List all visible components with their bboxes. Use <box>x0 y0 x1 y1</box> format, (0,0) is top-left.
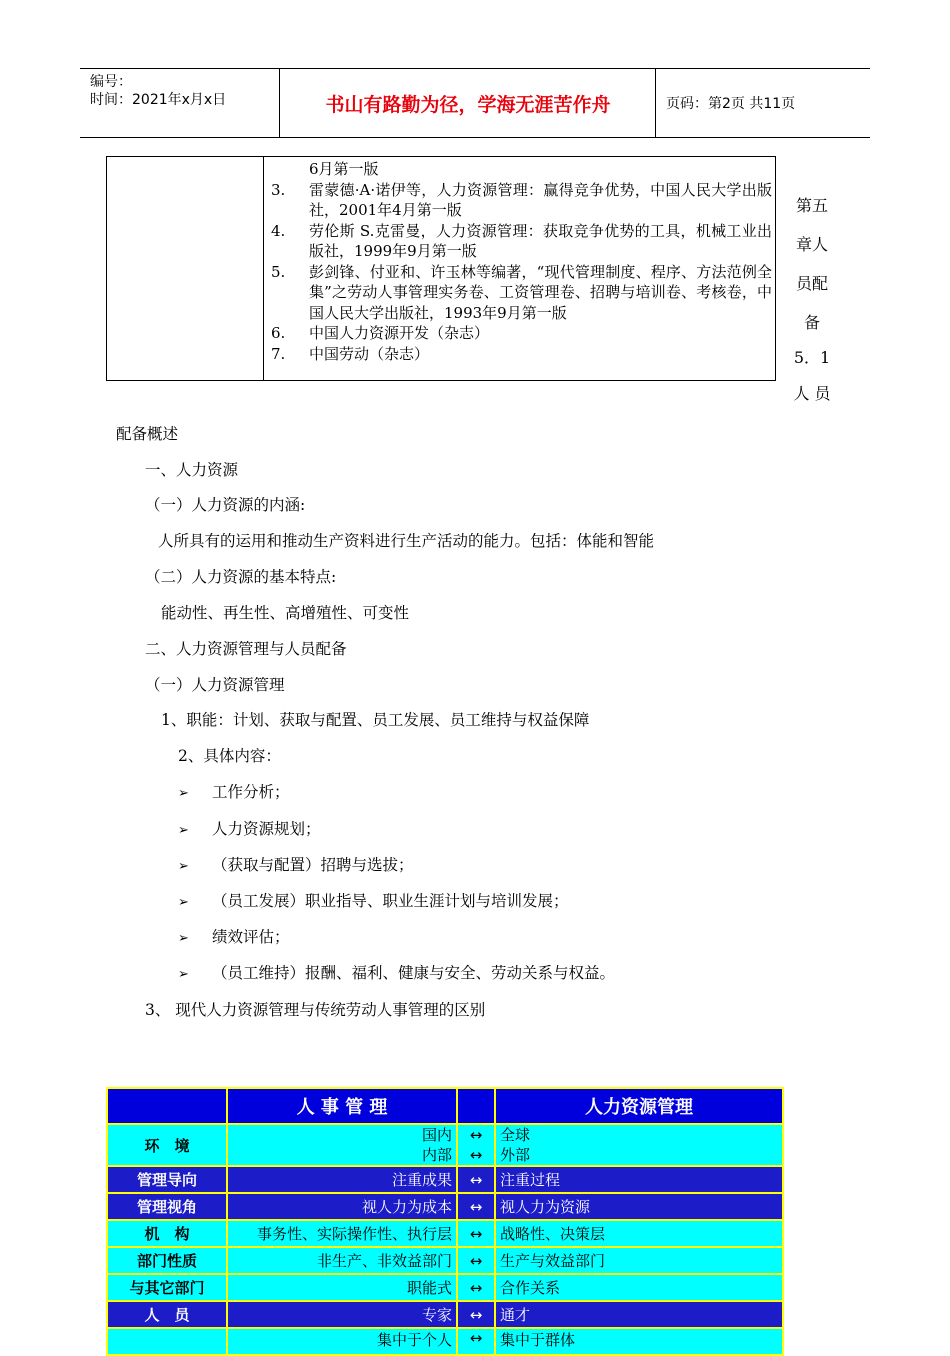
serial-label: 编号： <box>90 74 132 90</box>
row-left: 集中于个人 <box>227 1328 457 1355</box>
row-key: 环 境 <box>107 1124 227 1166</box>
section-heading: 配备概述 <box>116 425 179 443</box>
table-row <box>107 1220 783 1247</box>
row-right: 集中于群体 <box>495 1328 783 1355</box>
time-label: 时间：2021年x月x日 <box>90 92 227 108</box>
table-divider <box>263 157 264 380</box>
list-item: ➢ （员工维持）报酬、福利、健康与安全、劳动关系与权益。 <box>178 964 616 982</box>
table-row <box>107 1193 783 1220</box>
list-item: ➢ 人力资源规划； <box>178 820 321 838</box>
row-left: 视人力为成本 <box>227 1193 457 1220</box>
row-key: 与其它部门 <box>107 1274 227 1301</box>
row-key: 管理视角 <box>107 1193 227 1220</box>
heading-level-1: 一、人力资源 <box>145 461 239 479</box>
table-row <box>107 1301 783 1328</box>
paragraph: 人所具有的运用和推动生产资料进行生产活动的能力。包括：体能和智能 <box>158 532 655 550</box>
reference-item: 5. 彭剑锋、付亚和、许玉林等编著，“现代管理制度、程序、方法范例全集”之劳动人事管理实务卷、工资管理卷、招聘与培训卷、考核卷，中国人民大学出版社，1993年9月第一版 <box>271 262 772 322</box>
header-empty-cell <box>457 1088 495 1124</box>
row-key: 管理导向 <box>107 1166 227 1193</box>
row-right: 通才 <box>495 1301 783 1328</box>
reference-item: 3. 雷蒙德·A·诺伊等，人力资源管理：赢得竞争优势，中国人民大学出版社，2001年4月第一版 <box>271 180 772 219</box>
row-arrow: ↔ <box>457 1328 495 1355</box>
row-arrow: ↔ <box>457 1274 495 1301</box>
heading-level-1: 二、人力资源管理与人员配备 <box>145 640 347 658</box>
comparison-table <box>106 1087 784 1356</box>
row-left: 事务性、实际操作性、执行层 <box>227 1220 457 1247</box>
reference-item: 4. 劳伦斯 S.克雷曼，人力资源管理：获取竞争优势的工具，机械工业出版社，1999年9月第一版 <box>271 221 772 260</box>
row-key <box>107 1328 227 1355</box>
arrowhead-bullet-icon: ➢ <box>178 786 189 801</box>
heading-level-2: （二）人力资源的基本特点: <box>145 568 337 586</box>
row-right: 战略性、决策层 <box>495 1220 783 1247</box>
arrowhead-bullet-icon: ➢ <box>178 895 189 910</box>
arrowhead-bullet-icon: ➢ <box>178 859 189 874</box>
paragraph: 2、具体内容： <box>178 747 281 765</box>
reference-item: 6月第一版 <box>309 160 379 178</box>
reference-list <box>267 159 772 364</box>
header-empty-cell <box>107 1088 227 1124</box>
list-item: ➢ （员工发展）职业指导、职业生涯计划与培训发展； <box>178 892 569 910</box>
row-left: 非生产、非效益部门 <box>227 1247 457 1274</box>
row-right: 视人力为资源 <box>495 1193 783 1220</box>
reference-item: 7. 中国劳动（杂志） <box>271 344 430 363</box>
paragraph: 能动性、再生性、高增殖性、可变性 <box>161 604 410 622</box>
row-arrow: ↔ <box>457 1193 495 1220</box>
table-row <box>107 1274 783 1301</box>
header-hr-management: 人力资源管理 <box>495 1088 783 1124</box>
arrowhead-bullet-icon: ➢ <box>178 967 189 982</box>
row-arrow: ↔ ↔ <box>457 1124 495 1166</box>
arrowhead-bullet-icon: ➢ <box>178 823 189 838</box>
list-item: ➢ （获取与配置）招聘与选拔； <box>178 856 414 874</box>
table-header-row <box>107 1088 783 1124</box>
paragraph: 1、职能：计划、获取与配置、员工发展、员工维持与权益保障 <box>161 711 590 729</box>
reference-item: 6. 中国人力资源开发（杂志） <box>271 324 490 342</box>
chapter-side-text: 第五 章人 员配 备 5．1 人 员 <box>793 196 831 403</box>
arrowhead-bullet-icon: ➢ <box>178 931 189 946</box>
table-row <box>107 1247 783 1274</box>
row-arrow: ↔ <box>457 1220 495 1247</box>
reference-table <box>106 156 776 381</box>
table-row <box>107 1166 783 1193</box>
header-personnel-management: 人 事 管 理 <box>227 1088 457 1124</box>
row-right: 注重过程 <box>495 1166 783 1193</box>
page-info: 页码：第2页 共11页 <box>666 96 796 112</box>
row-key: 部门性质 <box>107 1247 227 1274</box>
table-row <box>107 1124 783 1166</box>
page-header <box>80 68 870 138</box>
list-item: ➢ 工作分析； <box>178 783 290 801</box>
row-right: 全球 外部 <box>495 1124 783 1166</box>
row-right: 生产与效益部门 <box>495 1247 783 1274</box>
header-motto: 书山有路勤为径，学海无涯苦作舟 <box>281 69 656 137</box>
row-arrow: ↔ <box>457 1301 495 1328</box>
table-row <box>107 1328 783 1355</box>
list-item: ➢ 绩效评估； <box>178 928 290 946</box>
row-left: 职能式 <box>227 1274 457 1301</box>
row-left: 专家 <box>227 1301 457 1328</box>
heading-level-3: 3、 现代人力资源管理与传统劳动人事管理的区别 <box>145 1001 486 1019</box>
header-meta-cell <box>80 69 280 137</box>
row-key: 机 构 <box>107 1220 227 1247</box>
row-arrow: ↔ <box>457 1247 495 1274</box>
row-left: 注重成果 <box>227 1166 457 1193</box>
row-arrow: ↔ <box>457 1166 495 1193</box>
row-right: 合作关系 <box>495 1274 783 1301</box>
row-left: 国内 内部 <box>227 1124 457 1166</box>
heading-level-2: （一）人力资源的内涵: <box>145 496 306 514</box>
heading-level-2: （一）人力资源管理 <box>145 676 285 694</box>
row-key: 人 员 <box>107 1301 227 1328</box>
